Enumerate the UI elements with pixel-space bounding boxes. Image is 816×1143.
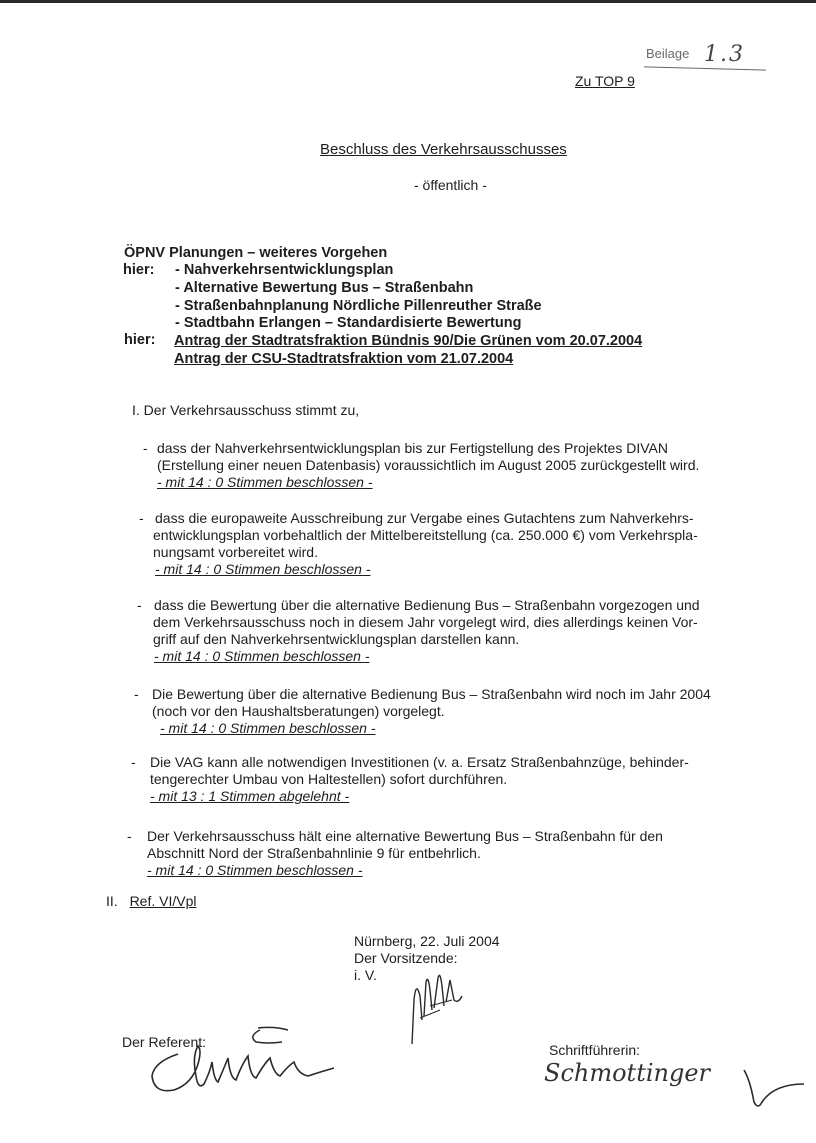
vote-result: - mit 14 : 0 Stimmen beschlossen - xyxy=(160,720,376,736)
item-line: Die Bewertung über die alternative Bedienung Bus – Straßenbahn wird noch im Jahr 2004 xyxy=(152,686,711,702)
item-body xyxy=(154,597,700,665)
item-line: Die VAG kann alle notwendigen Investitionen (v. a. Ersatz Straßenbahnzüge, behinder- xyxy=(150,754,689,770)
item-line: Abschnitt Nord der Straßenbahnlinie 9 für entbehrlich. xyxy=(147,845,481,861)
beilage-number: 1.3 xyxy=(704,42,745,67)
subject-heading: ÖPNV Planungen – weiteres Vorgehen xyxy=(124,245,388,261)
vote-result: - mit 14 : 0 Stimmen beschlossen - xyxy=(157,474,373,490)
chair-signature xyxy=(400,960,470,1050)
item-line: entwicklungsplan vorbehaltlich der Mittelbereitstellung (ca. 250.000 €) vom Verkehrspla- xyxy=(153,527,698,543)
item-line: tengerechter Umbau von Haltestellen) sofort durchführen. xyxy=(150,771,508,787)
document-title: Beschluss des Verkehrsausschusses xyxy=(320,141,567,158)
item-body xyxy=(155,510,698,578)
item-line: (Erstellung einer neuen Datenbasis) voraussichtlich im August 2005 zurückgestellt wird. xyxy=(157,457,700,473)
item-dash: - xyxy=(139,510,144,526)
antrag-line: Antrag der Stadtratsfraktion Bündnis 90/Die Grünen vom 20.07.2004 xyxy=(174,333,643,349)
place-date: Nürnberg, 22. Juli 2004 xyxy=(354,933,500,949)
signature-handwriting: Schmottinger xyxy=(544,1059,711,1087)
item-body xyxy=(147,828,663,879)
item-line: nungsamt vorbereitet wird. xyxy=(153,544,318,560)
scan-top-border xyxy=(0,0,816,3)
beilage-label: Beilage xyxy=(646,46,690,61)
item-line: Der Verkehrsausschuss hält eine alternative Bewertung Bus – Straßenbahn für den xyxy=(147,828,663,844)
item-line: griff auf den Nahverkehrsentwicklungsplan darstellen kann. xyxy=(153,631,520,647)
section-two-numeral: II. xyxy=(106,893,118,909)
item-body xyxy=(157,440,699,491)
visibility-note: - öffentlich - xyxy=(414,177,487,193)
hier-label-1: hier: xyxy=(123,262,155,278)
vote-result: - mit 14 : 0 Stimmen beschlossen - xyxy=(147,862,363,878)
item-line: (noch vor den Haushaltsberatungen) vorgelegt. xyxy=(152,703,445,719)
top-reference: Zu TOP 9 xyxy=(575,73,635,89)
vote-result: - mit 13 : 1 Stimmen abgelehnt - xyxy=(150,788,350,804)
subject-subitem: - Alternative Bewertung Bus – Straßenbahn xyxy=(175,280,474,296)
item-line: dass die europaweite Ausschreibung zur Vergabe eines Gutachtens zum Nahverkehrs- xyxy=(155,510,694,526)
hier-label-2: hier: xyxy=(124,332,156,348)
item-line: dass die Bewertung über die alternative Bedienung Bus – Straßenbahn vorgezogen und xyxy=(154,597,700,613)
beilage-underline xyxy=(644,66,766,70)
subject-subitem: - Stadtbahn Erlangen – Standardisierte Bewertung xyxy=(175,315,522,331)
item-line: dass der Nahverkehrsentwicklungsplan bis zur Fertigstellung des Projektes DIVAN xyxy=(157,440,668,456)
section-two-ref: Ref. VI/Vpl xyxy=(129,893,197,909)
chair-role: Der Vorsitzende: xyxy=(354,950,458,966)
subject-subitem: - Nahverkehrsentwicklungsplan xyxy=(175,262,394,278)
in-representation: i. V. xyxy=(354,967,377,983)
item-body xyxy=(150,754,689,805)
section-one-intro: I. Der Verkehrsausschuss stimmt zu, xyxy=(132,402,360,418)
item-dash: - xyxy=(134,686,139,702)
vote-result: - mit 14 : 0 Stimmen beschlossen - xyxy=(155,561,371,577)
item-dash: - xyxy=(137,597,142,613)
referent-signature xyxy=(148,1024,348,1099)
item-dash: - xyxy=(131,754,136,770)
check-mark xyxy=(740,1060,810,1120)
item-dash: - xyxy=(127,828,132,844)
section-two xyxy=(106,893,196,909)
subject-subitem: - Straßenbahnplanung Nördliche Pillenreuther Straße xyxy=(175,298,542,314)
schriftfuehrerin-label: Schriftführerin: xyxy=(549,1042,641,1058)
item-dash: - xyxy=(143,440,148,456)
antrag-line: Antrag der CSU-Stadtratsfraktion vom 21.07.2004 xyxy=(174,351,514,367)
item-line: dem Verkehrsausschuss noch in diesem Jahr vorgelegt wird, dies allerdings keinen Vor- xyxy=(153,614,698,630)
item-body xyxy=(152,686,711,737)
referent-label: Der Referent: xyxy=(122,1034,207,1050)
schriftfuehrerin-signature xyxy=(544,1055,711,1095)
vote-result: - mit 14 : 0 Stimmen beschlossen - xyxy=(154,648,370,664)
